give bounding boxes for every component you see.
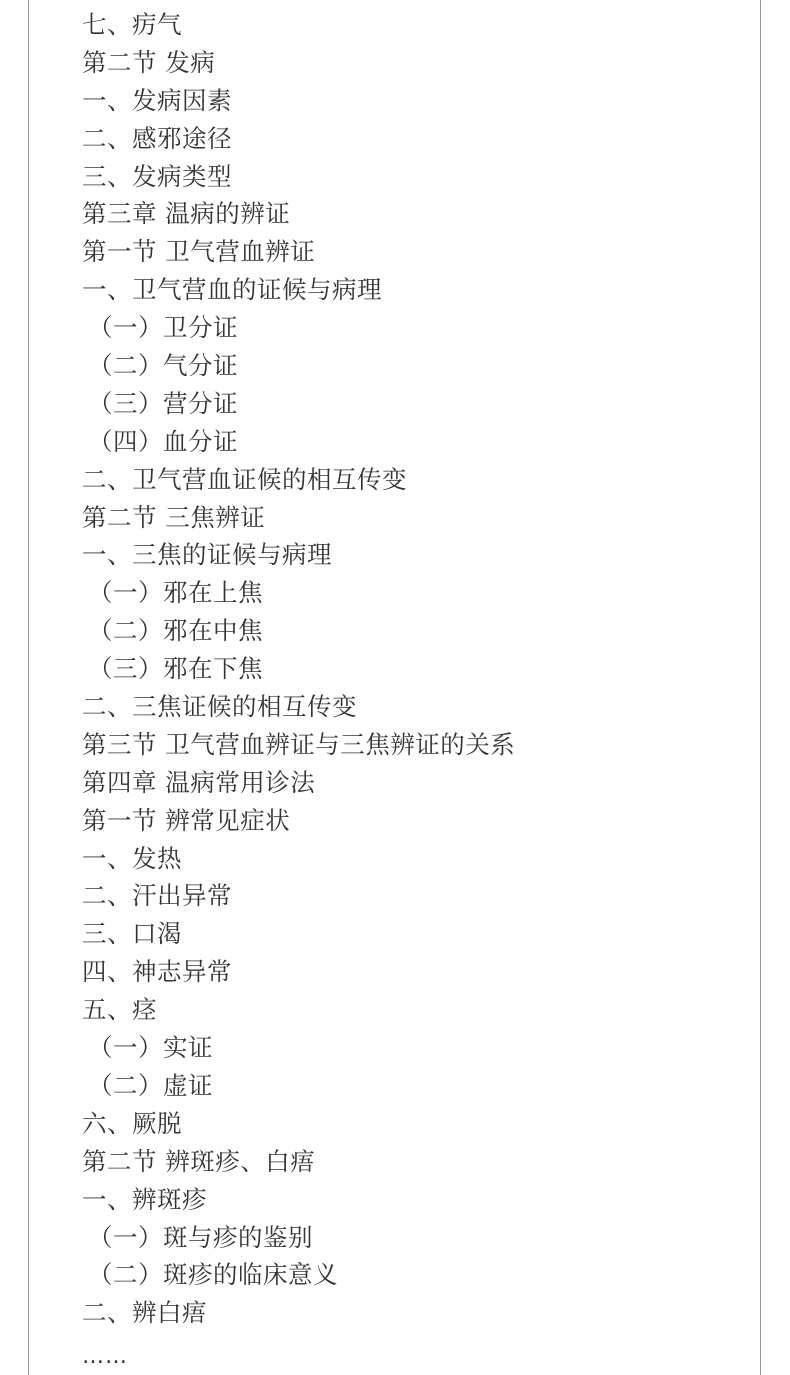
table-of-contents bbox=[82, 6, 515, 1332]
toc-item: 二、汗出异常 bbox=[82, 881, 232, 911]
toc-section: 第二节 辨斑疹、白痦 bbox=[82, 1146, 316, 1176]
toc-sub: （二）气分证 bbox=[88, 351, 238, 381]
toc-item: 二、辨白痦 bbox=[82, 1298, 207, 1328]
toc-sub: （一）邪在上焦 bbox=[88, 578, 263, 608]
toc-item: 二、三焦证候的相互传变 bbox=[82, 692, 357, 722]
toc-sub: （一）实证 bbox=[88, 1033, 213, 1063]
toc-sub: （三）营分证 bbox=[88, 388, 238, 418]
toc-sub: （一）斑与疹的鉴别 bbox=[88, 1222, 313, 1252]
toc-section: 第一节 卫气营血辨证 bbox=[82, 237, 316, 267]
toc-item: 四、神志异常 bbox=[82, 957, 232, 987]
toc-item: 七、疠气 bbox=[82, 10, 182, 39]
toc-item: 三、口渴 bbox=[82, 919, 182, 949]
toc-sub: （三）邪在下焦 bbox=[88, 654, 263, 684]
toc-item: 六、厥脱 bbox=[82, 1108, 182, 1138]
toc-item: 二、卫气营血证候的相互传变 bbox=[82, 464, 407, 494]
toc-item: 五、痉 bbox=[82, 995, 157, 1025]
toc-item: 三、发病类型 bbox=[82, 161, 232, 191]
toc-item: 一、发热 bbox=[82, 843, 182, 873]
toc-sub: （二）邪在中焦 bbox=[88, 616, 263, 646]
toc-item: 一、卫气营血的证候与病理 bbox=[82, 275, 382, 305]
toc-section: 第三节 卫气营血辨证与三焦辨证的关系 bbox=[82, 729, 516, 759]
toc-section: 第一节 辨常见症状 bbox=[82, 805, 291, 835]
toc-section: 第二节 发病 bbox=[82, 47, 216, 77]
toc-sub: （四）血分证 bbox=[88, 426, 238, 456]
toc-item: 二、感邪途径 bbox=[82, 123, 232, 153]
toc-section: 第二节 三焦辨证 bbox=[82, 502, 266, 532]
toc-item: 一、辨斑疹 bbox=[82, 1184, 207, 1214]
toc-chapter: 第三章 温病的辨证 bbox=[82, 199, 291, 229]
toc-sub: （二）虚证 bbox=[88, 1070, 213, 1100]
toc-chapter: 第四章 温病常用诊法 bbox=[82, 767, 316, 797]
continuation-ellipsis: …… bbox=[82, 1344, 128, 1369]
toc-item: 一、三焦的证候与病理 bbox=[82, 540, 332, 570]
toc-sub: （二）斑疹的临床意义 bbox=[88, 1260, 338, 1290]
toc-item: 一、发病因素 bbox=[82, 85, 232, 115]
toc-sub: （一）卫分证 bbox=[88, 313, 238, 343]
